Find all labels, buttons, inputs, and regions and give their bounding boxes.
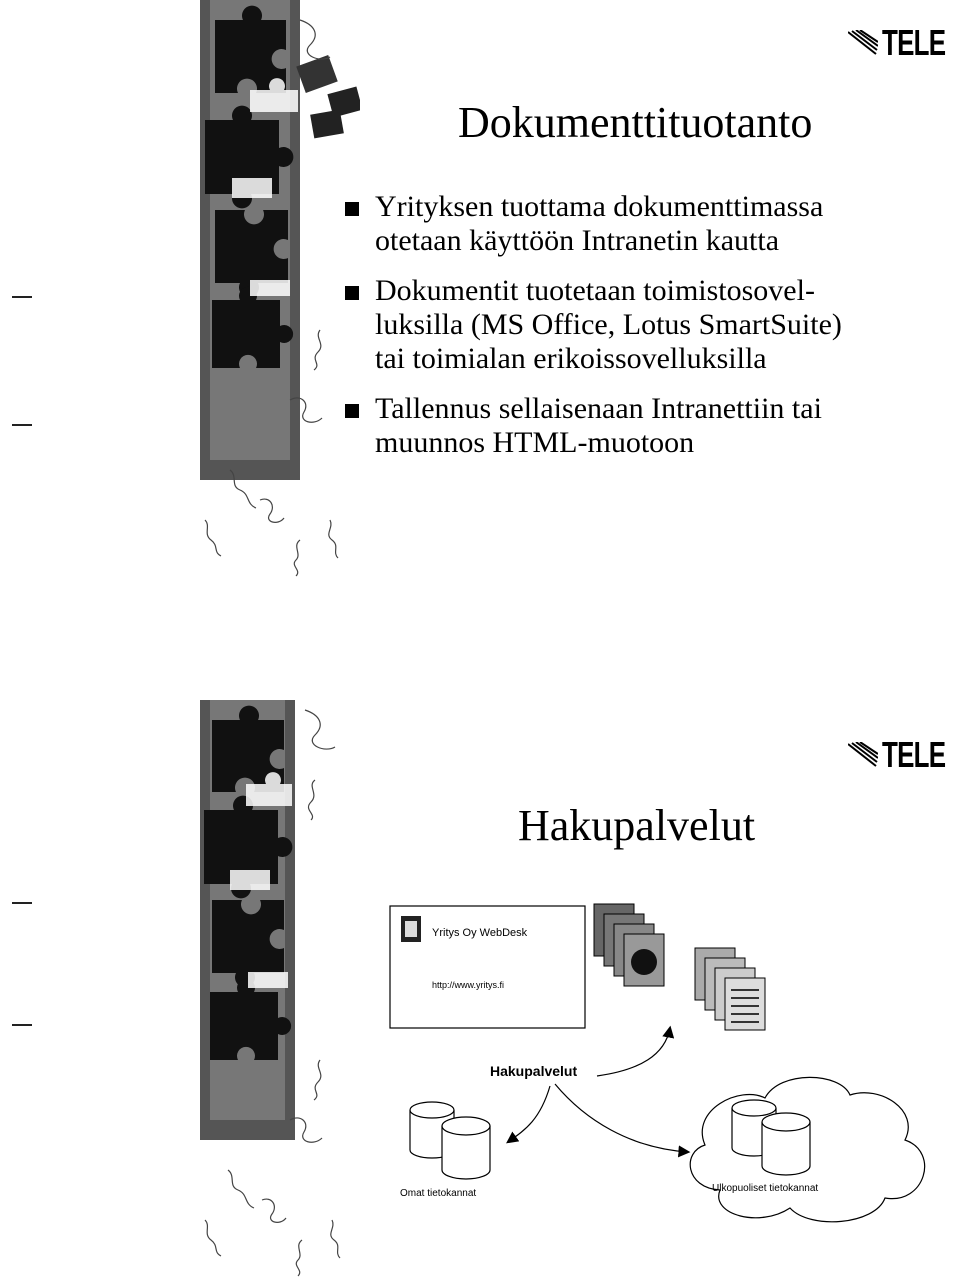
bullet-square-icon	[345, 286, 359, 300]
center-label: Hakupalvelut	[490, 1063, 578, 1079]
bullet-square-icon	[345, 202, 359, 216]
tele-logo	[848, 734, 960, 776]
bullet-line: luksilla (MS Office, Lotus SmartSuite)	[375, 308, 842, 341]
left-db-label: Omat tietokannat	[400, 1188, 477, 1199]
bullet-list	[345, 190, 935, 476]
bullet-line: Yrityksen tuottama dokumenttimassa	[375, 190, 824, 223]
slide-dokumenttituotanto	[0, 0, 960, 640]
slide-title: Dokumenttituotanto	[458, 98, 813, 147]
documents-icon	[594, 904, 765, 1030]
tele-logo-mark-icon	[848, 742, 878, 768]
browser-title: Yritys Oy WebDesk	[432, 927, 528, 939]
bullet-line: muunnos HTML-muotoon	[375, 426, 695, 459]
puzzle-decoration-icon	[0, 700, 360, 1287]
tele-logo	[848, 22, 960, 64]
slide-title: Hakupalvelut	[518, 801, 756, 850]
browser-url: http://www.yritys.fi	[432, 980, 505, 990]
tele-logo-text: TELE	[882, 22, 946, 63]
bullet-item	[345, 274, 935, 376]
slide-hakupalvelut	[0, 700, 960, 1287]
puzzle-decoration-icon	[0, 0, 360, 600]
right-db-label: Ulkopuoliset tietokannat	[712, 1183, 819, 1194]
tele-logo-text: TELE	[882, 734, 946, 775]
bullet-line: Dokumentit tuotetaan toimistosovel-	[375, 274, 815, 307]
tele-logo-mark-icon	[848, 30, 878, 56]
bullet-item	[345, 392, 935, 460]
hakupalvelut-diagram	[360, 890, 960, 1250]
bullet-square-icon	[345, 404, 359, 418]
browser-window	[390, 906, 585, 1028]
bullet-line: tai toimialan erikoissovelluksilla	[375, 342, 767, 375]
bullet-item	[345, 190, 935, 258]
bullet-line: otetaan käyttöön Intranetin kautta	[375, 224, 780, 257]
database-icon	[410, 1102, 490, 1179]
bullet-line: Tallennus sellaisenaan Intranettiin tai	[375, 392, 822, 425]
